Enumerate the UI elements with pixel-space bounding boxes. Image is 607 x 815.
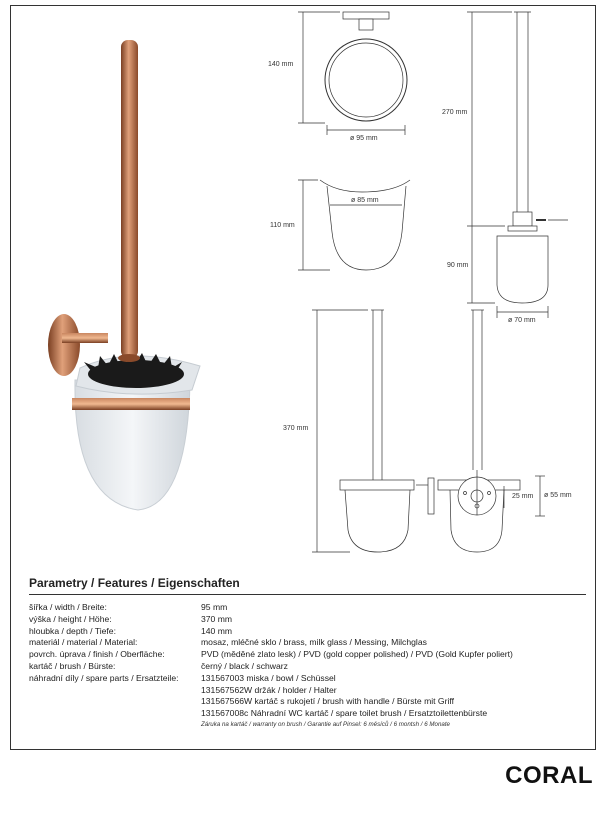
dim-70: ø 70 mm	[508, 317, 536, 324]
spec-value: 131567008c Náhradní WC kartáč / spare toilet brush / Ersatztoilettenbürste	[201, 708, 488, 719]
dim-90: 90 mm	[447, 262, 469, 269]
drawing-ring-holder	[298, 12, 407, 135]
drawing-bowl	[298, 180, 410, 270]
section-title: Parametry / Features / Eigenschaften	[29, 576, 240, 590]
brand-logo: CORAL	[505, 762, 593, 789]
dim-270: 270 mm	[442, 109, 468, 116]
spec-row	[29, 637, 513, 649]
spec-label: hloubka / depth / Tiefe:	[29, 625, 116, 636]
spec-value: 131567562W držák / holder / Halter	[201, 684, 337, 695]
holder-arm	[62, 333, 108, 343]
spec-row	[29, 602, 513, 614]
spec-row	[29, 708, 513, 720]
spec-row	[29, 696, 513, 708]
spec-value: mosaz, mléčné sklo / brass, milk glass / Messing, Milchglas	[201, 637, 427, 648]
dim-55: ø 55 mm	[544, 492, 572, 499]
spec-value: černý / black / schwarz	[201, 660, 288, 671]
divider	[29, 594, 586, 595]
drawing-assembled-front	[312, 310, 434, 552]
dim-370: 370 mm	[283, 425, 309, 432]
drawing-assembled-side	[438, 310, 545, 552]
dimension-labels	[268, 61, 572, 500]
wall-mount-disc	[48, 314, 80, 376]
dim-140: 140 mm	[268, 61, 294, 68]
spec-label: náhradní díly / spare parts / Ersatzteile:	[29, 672, 179, 683]
drawing-brush-side	[467, 12, 568, 318]
spec-row	[29, 649, 513, 661]
spec-table	[29, 602, 513, 729]
spec-value: 131567003 miska / bowl / Schüssel	[201, 672, 336, 683]
dim-95: ø 95 mm	[350, 135, 378, 142]
dim-110: 110 mm	[270, 222, 295, 229]
spec-value: 140 mm	[201, 625, 233, 636]
spec-label: povrch. úprava / finish / Oberfläche:	[29, 649, 165, 660]
brush-handle	[121, 40, 138, 358]
spec-row	[29, 685, 513, 697]
spec-value: 131567566W kartáč s rukojetí / brush with handle / Bürste mit Griff	[201, 696, 454, 707]
spec-value: PVD (měděné zlato lesk) / PVD (gold copper polished) / PVD (Gold Kupfer poliert)	[201, 649, 513, 660]
warranty-note: Záruka na kartáč / warranty on brush / Garantie auf Pinsel: 6 měsíců / 6 montsh / 6 Monate	[201, 720, 450, 728]
spec-label: výška / height / Höhe:	[29, 613, 112, 624]
spec-label: šířka / width / Breite:	[29, 602, 107, 612]
spec-label	[29, 685, 201, 697]
dim-25: 25 mm	[512, 493, 534, 500]
spec-label: kartáč / brush / Bürste:	[29, 660, 116, 671]
spec-row	[29, 626, 513, 638]
spec-label	[29, 708, 201, 720]
product-photo	[48, 40, 200, 510]
spec-value: 370 mm	[201, 613, 233, 624]
copper-ring	[72, 398, 190, 410]
spec-value: 95 mm	[201, 602, 228, 612]
spec-row	[29, 673, 513, 685]
dim-85: ø 85 mm	[351, 197, 379, 204]
spec-label: materiál / material / Material:	[29, 637, 138, 648]
spec-row	[29, 661, 513, 673]
spec-row	[29, 614, 513, 626]
spec-label	[29, 696, 201, 708]
